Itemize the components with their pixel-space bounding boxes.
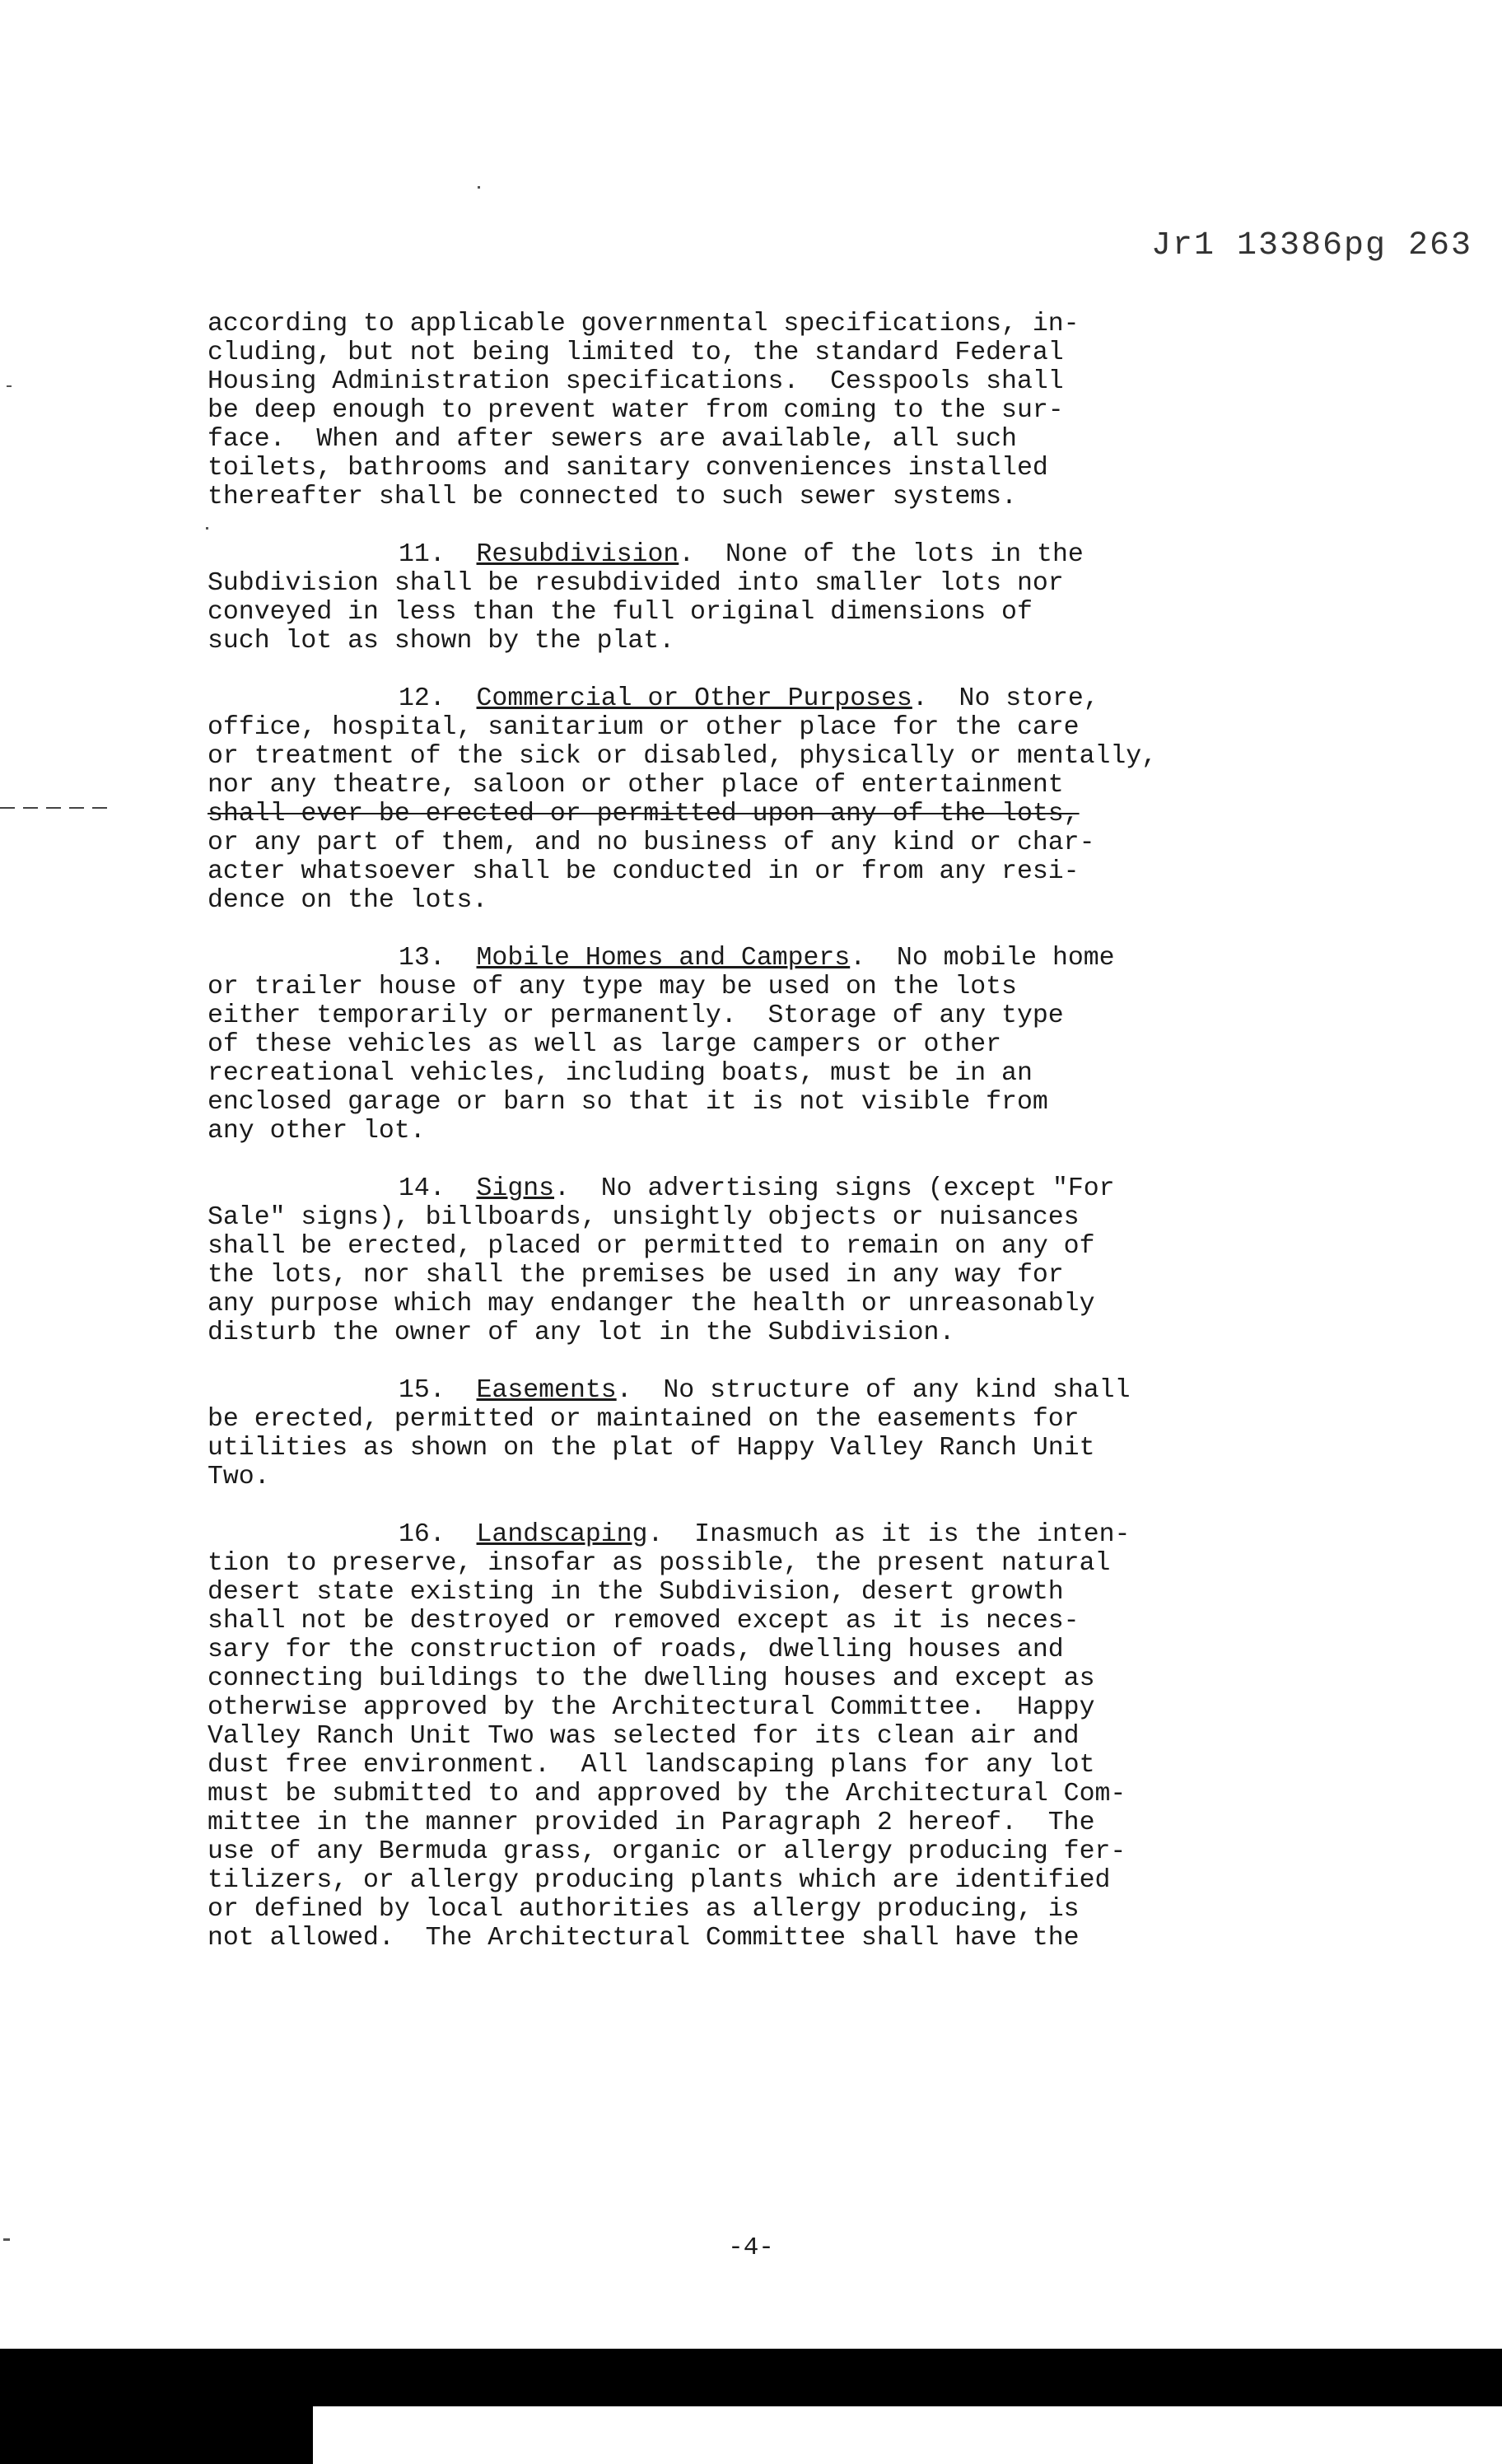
document-body (208, 310, 1377, 1981)
paragraph-first-line (208, 944, 1377, 973)
text-line: mittee in the manner provided in Paragraph 2 hereof. The (208, 1808, 1095, 1837)
text-line: be erected, permitted or maintained on the easements for (208, 1405, 1080, 1434)
text-line: tilizers, or allergy producing plants which are identified (208, 1866, 1111, 1895)
page-number: -4- (728, 2233, 774, 2262)
paragraph-first-line (208, 1520, 1377, 1549)
text-line: tion to preserve, insofar as possible, the present natural (208, 1549, 1111, 1578)
scan-speck (478, 186, 480, 189)
text-line: any purpose which may endanger the health or unreasonably (208, 1290, 1095, 1318)
paragraph-first-line (208, 1174, 1377, 1203)
text-line: acter whatsoever shall be conducted in or from any resi- (208, 857, 1080, 886)
text-line: face. When and after sewers are available, all such (208, 425, 1017, 454)
paragraph-first-rest: . No store, (912, 684, 1099, 713)
text-line: or treatment of the sick or disabled, physically or mentally, (208, 742, 1158, 771)
text-line: thereafter shall be connected to such sewer systems. (208, 483, 1017, 511)
text-line: such lot as shown by the plat. (208, 627, 675, 656)
paragraph-heading: Easements (476, 1376, 617, 1405)
text-line: use of any Bermuda grass, organic or allergy producing fer- (208, 1837, 1126, 1866)
struck-text-line: shall ever be erected or permitted upon any of the lots, (208, 800, 1080, 828)
paragraph-first-rest: . No structure of any kind shall (616, 1376, 1131, 1405)
text-line: sary for the construction of roads, dwelling houses and (208, 1636, 1064, 1664)
paragraph-commercial (208, 684, 1377, 915)
text-line: desert state existing in the Subdivision, desert growth (208, 1578, 1064, 1607)
text-line: conveyed in less than the full original dimensions of (208, 598, 1033, 627)
text-line: be deep enough to prevent water from coming to the sur- (208, 396, 1064, 425)
text-line: utilities as shown on the plat of Happy Valley Ranch Unit (208, 1434, 1095, 1463)
paragraph-first-rest: . No mobile home (850, 944, 1115, 973)
scan-speck (7, 385, 12, 387)
paragraph-signs (208, 1174, 1377, 1347)
paragraph-number: 14. (399, 1174, 445, 1203)
text-line: otherwise approved by the Architectural Committee. Happy (208, 1693, 1095, 1722)
text-line: the lots, nor shall the premises be used in any way for (208, 1261, 1064, 1290)
text-line: dust free environment. All landscaping plans for any lot (208, 1751, 1095, 1780)
paragraph-number: 16. (399, 1520, 445, 1549)
text-line: cluding, but not being limited to, the standard Federal (208, 338, 1064, 367)
text-line: nor any theatre, saloon or other place of entertainment (208, 771, 1064, 800)
paragraph-first-rest: . Inasmuch as it is the inten- (647, 1520, 1131, 1549)
text-line: or any part of them, and no business of any kind or char- (208, 828, 1095, 857)
paragraph-heading: Signs (476, 1174, 555, 1203)
paragraph-heading: Mobile Homes and Campers (476, 944, 851, 973)
text-line: disturb the owner of any lot in the Subdivision. (208, 1318, 955, 1347)
text-line: dence on the lots. (208, 886, 488, 915)
text-line: recreational vehicles, including boats, must be in an (208, 1059, 1033, 1088)
text-line: any other lot. (208, 1117, 426, 1146)
paragraph-number: 12. (399, 684, 445, 713)
text-line: connecting buildings to the dwelling houses and except as (208, 1664, 1095, 1693)
paragraph-first-line (208, 684, 1377, 713)
text-line: or trailer house of any type may be used on the lots (208, 973, 1017, 1001)
text-line: of these vehicles as well as large campers or other (208, 1030, 1002, 1059)
recording-stamp: Jr1 13386pg 263 (1151, 227, 1473, 264)
text-line: must be submitted to and approved by the Architectural Com- (208, 1780, 1126, 1808)
text-line: not allowed. The Architectural Committee shall have the (208, 1924, 1080, 1953)
text-line: Sale" signs), billboards, unsightly objects or nuisances (208, 1203, 1080, 1232)
paragraph-heading: Resubdivision (476, 540, 679, 569)
text-line: Housing Administration specifications. Cesspools shall (208, 367, 1064, 396)
paragraph-number: 15. (399, 1376, 445, 1405)
text-line: Two. (208, 1463, 270, 1491)
text-line: Valley Ranch Unit Two was selected for its clean air and (208, 1722, 1080, 1751)
text-line: either temporarily or permanently. Storage of any type (208, 1001, 1064, 1030)
text-line: according to applicable governmental specifications, in- (208, 310, 1080, 338)
text-line: Subdivision shall be resubdivided into smaller lots nor (208, 569, 1064, 598)
paragraph-first-line (208, 540, 1377, 569)
paragraph-first-line (208, 1376, 1377, 1405)
paragraph-number: 11. (399, 540, 445, 569)
scan-artifact-dash (0, 807, 115, 809)
paragraph-heading: Commercial or Other Purposes (476, 684, 912, 713)
paragraph-mobile-homes (208, 944, 1377, 1146)
paragraph-number: 13. (399, 944, 445, 973)
text-line: toilets, bathrooms and sanitary conveniences installed (208, 454, 1048, 483)
paragraph-first-rest: . No advertising signs (except "For (554, 1174, 1115, 1203)
scan-border-gap (313, 2406, 1502, 2464)
text-line: shall not be destroyed or removed except as it is neces- (208, 1607, 1080, 1636)
paragraph-resubdivision (208, 540, 1377, 656)
paragraph-continuation (208, 310, 1377, 511)
text-line: shall be erected, placed or permitted to remain on any of (208, 1232, 1095, 1261)
scan-border-band (0, 2349, 1502, 2464)
text-line: or defined by local authorities as allergy producing, is (208, 1895, 1080, 1924)
paragraph-first-rest: . None of the lots in the (679, 540, 1084, 569)
paragraph-landscaping (208, 1520, 1377, 1953)
paragraph-heading: Landscaping (476, 1520, 648, 1549)
text-line: enclosed garage or barn so that it is not visible from (208, 1088, 1048, 1117)
text-line: office, hospital, sanitarium or other place for the care (208, 713, 1080, 742)
paragraph-easements (208, 1376, 1377, 1491)
